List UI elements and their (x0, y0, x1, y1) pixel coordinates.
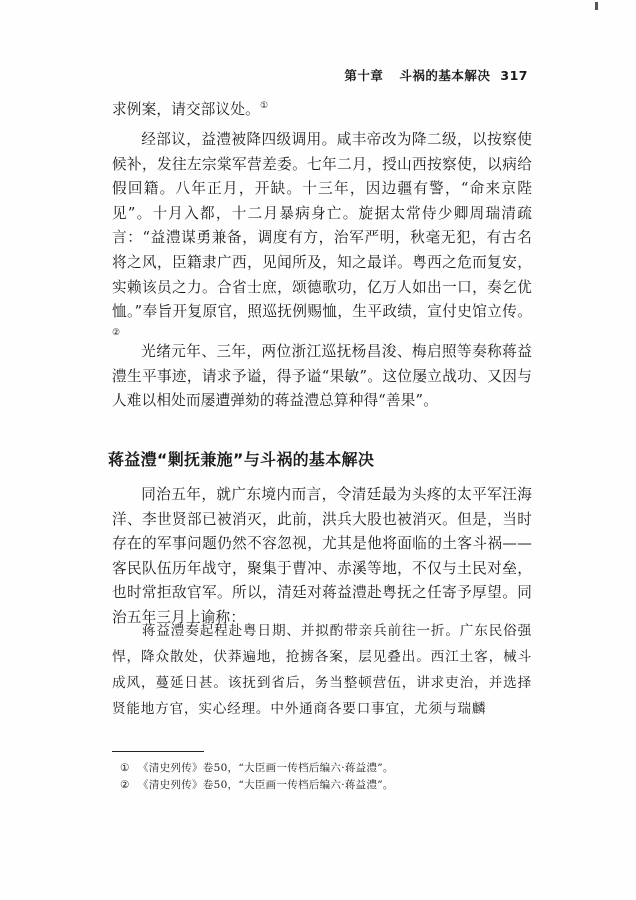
paragraph: 同治五年，就广东境内而言，令清廷最为头疼的太平军汪海洋、李世贤部已被消灭，此前，洪兵大股也被消灭。但是，当时存在的军事问题仍然不容忽视，尤其是他将面临的土客斗祸——客民队伍历年战守，聚集于曹冲、赤溪等地，不仅与土民对垒，也时常拒敌官军。所以，清廷对蒋益澧赴粤抚之任寄予厚望。同治五年三月上谕称： (112, 486, 532, 626)
footnote-item (120, 760, 520, 777)
chapter-number: 第十章 (344, 68, 384, 83)
text-block-1 (112, 128, 532, 349)
footnote-text: 《清史列传》卷50，“大臣画一传档后编六·蒋益澧”。 (138, 779, 394, 791)
footnotes (120, 760, 520, 794)
continued-text (112, 98, 532, 123)
section-heading: 蒋益澧“剿抚兼施”与斗祸的基本解决 (108, 450, 375, 469)
chapter-title: 斗祸的基本解决 (399, 68, 491, 83)
paragraph: 经部议，益澧被降四级调用。咸丰帝改为降二级，以按察使候补，发往左宗棠军营差委。七年二月，授山西按察使，以病给假回籍。八年正月，开缺。十三年，因边疆有警，“命来京陛见”。十月入都，十二月暴病身亡。旋据太常侍少卿周瑞清疏言：“益澧谋勇兼备，调度有方，治军严明，秋毫无犯，有古名将之风，臣籍隶广西，见闻所及，知之最详。粤西之危而复安，实赖该员之力。合省士庶，颂德歌功，亿万人如出一口，奏乞优恤。”奉旨开复原官，照巡抚例赐恤，生平政绩，宣付史馆立传。② (112, 131, 532, 338)
page-number: 317 (500, 68, 528, 83)
paragraph: 光绪元年、三年，两位浙江巡抚杨昌浚、梅启照等奏称蒋益澧生平事迹，请求予谥，得予谥“果敏”。这位屡立战功、又因与人难以相处而屡遭弹劾的蒋益澧总算种得“善果”。 (112, 343, 532, 410)
block-quote (112, 618, 532, 722)
paragraph: 求例案，请交部议处。① (112, 101, 269, 118)
text-block-2 (112, 340, 532, 414)
footnote-divider (112, 751, 204, 752)
footnote-mark: ① (120, 762, 130, 774)
footnote-text: 《清史列传》卷50，“大臣画一传档后编六·蒋益澧”。 (138, 762, 394, 774)
footnote-ref: ① (259, 101, 269, 112)
quote-paragraph: 蒋益澧奏起程赴粤日期、并拟酌带亲兵前往一折。广东民俗强悍，降众散处，伏莽遍地，抢掳各案，层见叠出。西江土客，械斗成风，蔓延日甚。该抚到省后，务当整顿营伍，讲求吏治，并选择贤能地方官，实心经理。中外通商各要口事宜，尤须与瑞麟 (112, 623, 532, 717)
page-corner-mark (595, 2, 598, 10)
text-block-3 (112, 483, 532, 631)
running-header (344, 66, 528, 84)
footnote-mark: ② (120, 779, 130, 791)
footnote-item (120, 777, 520, 794)
footnote-ref: ② (112, 327, 121, 338)
